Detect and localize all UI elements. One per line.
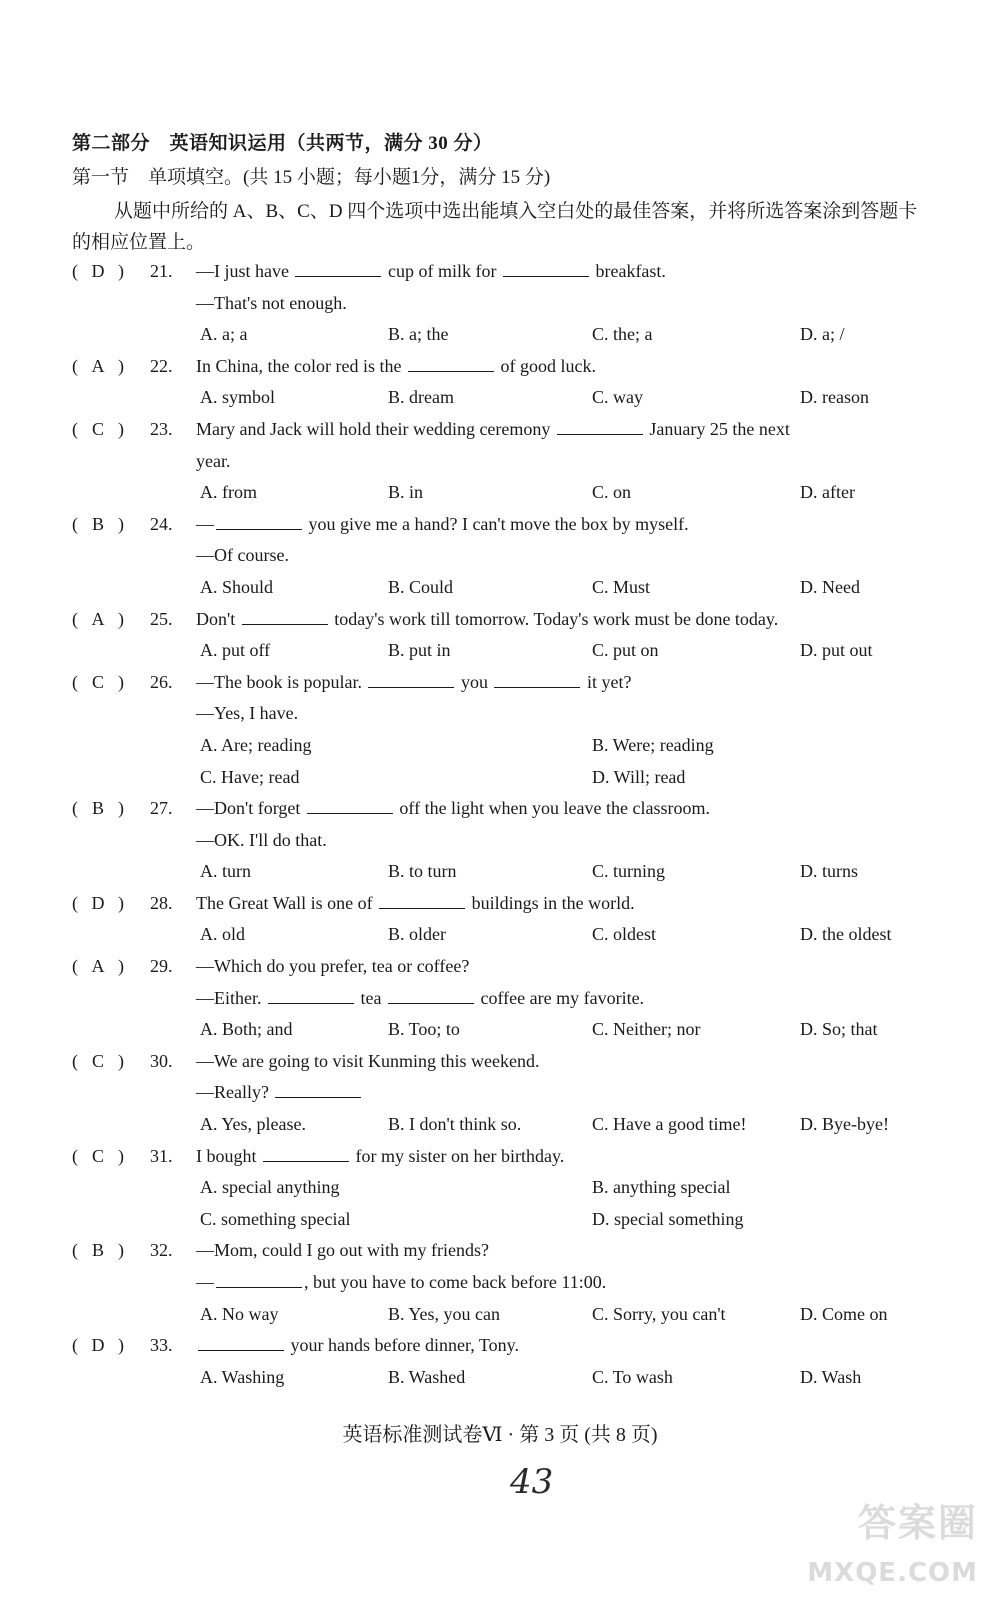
- question-item: [72, 509, 932, 604]
- watermark-logo: [808, 1492, 978, 1588]
- question-line-continued: [72, 540, 932, 572]
- answer-bracket: [72, 256, 148, 288]
- question-line: [72, 351, 932, 383]
- answer-bracket: [72, 351, 148, 383]
- question-line: [72, 1235, 932, 1267]
- question-number: 31.: [150, 1145, 173, 1166]
- question-item: [72, 793, 932, 888]
- page-footer: 英语标准测试卷Ⅵ · 第 3 页 (共 8 页): [342, 1424, 658, 1446]
- stem-text: January 25 the next: [644, 418, 790, 439]
- answer-blank: [557, 416, 643, 435]
- question-stem: [196, 1046, 540, 1078]
- bracket-open: (: [72, 892, 78, 913]
- question-continuation: [196, 1077, 363, 1109]
- bracket-close: ): [118, 1145, 124, 1166]
- option-d: D. Need: [800, 576, 860, 597]
- question-stem: [196, 509, 689, 541]
- answer-letter: C: [91, 1050, 104, 1071]
- question-item: [72, 351, 932, 414]
- bracket-open: (: [72, 355, 78, 376]
- answer-bracket: [72, 604, 148, 636]
- question-item: [72, 667, 932, 793]
- answer-letter: A: [91, 355, 105, 376]
- question-stem: [196, 351, 596, 383]
- answer-bracket: [72, 509, 148, 541]
- answer-bracket: [72, 414, 148, 446]
- option-b: B. Too; to: [388, 1019, 460, 1040]
- answer-bracket: [72, 793, 148, 825]
- option-a: A. old: [200, 924, 245, 945]
- bracket-open: (: [72, 671, 78, 692]
- question-stem: [196, 256, 666, 288]
- option-d: D. special something: [592, 1208, 744, 1229]
- option-a: A. special anything: [200, 1177, 340, 1198]
- question-stem: [196, 1330, 519, 1362]
- option-c: C. Sorry, you can't: [592, 1303, 726, 1324]
- answer-letter: C: [91, 1145, 104, 1166]
- option-d: D. the oldest: [800, 924, 892, 945]
- question-stem: [196, 667, 631, 699]
- stem-text: tea: [356, 987, 386, 1008]
- option-d: D. put out: [800, 640, 873, 661]
- question-line-continued: [72, 1267, 932, 1299]
- options-row: [72, 635, 932, 667]
- bracket-close: ): [118, 956, 124, 977]
- stem-text: your hands before dinner, Tony.: [286, 1335, 519, 1356]
- question-line-continued: [72, 288, 932, 320]
- question-number: 27.: [150, 798, 173, 819]
- option-c: C. Must: [592, 576, 651, 597]
- question-number: 33.: [150, 1335, 173, 1356]
- answer-blank: [379, 890, 465, 909]
- options-row: [72, 382, 932, 414]
- stem-text: today's work till tomorrow. Today's work must be done today.: [329, 608, 779, 629]
- option-d: D. Come on: [800, 1303, 888, 1324]
- bracket-close: ): [118, 671, 124, 692]
- stem-text: The Great Wall is one of: [196, 892, 378, 913]
- question-list: [72, 256, 932, 1393]
- stem-text: breakfast.: [590, 261, 666, 281]
- question-line: [72, 1141, 932, 1173]
- question-line: [72, 1330, 932, 1362]
- stem-text: —Really?: [196, 1082, 274, 1103]
- stem-text: —I just have: [196, 261, 294, 281]
- option-b: B. Yes, you can: [388, 1303, 501, 1324]
- question-number: 24.: [150, 513, 173, 534]
- answer-bracket: [72, 1330, 148, 1362]
- option-c: C. Have; read: [200, 766, 300, 787]
- option-c: C. Neither; nor: [592, 1019, 701, 1040]
- stem-text: —Either.: [196, 987, 266, 1008]
- bracket-close: ): [118, 1335, 124, 1356]
- bracket-close: ): [118, 513, 124, 534]
- answer-letter: C: [91, 671, 104, 692]
- answer-blank: [388, 985, 474, 1004]
- option-d: D. Bye-bye!: [800, 1114, 889, 1135]
- stem-text: —Mom, could I go out with my friends?: [196, 1240, 489, 1261]
- question-stem: [196, 888, 635, 920]
- question-item: [72, 888, 932, 951]
- option-a: A. Both; and: [200, 1019, 293, 1040]
- bracket-close: ): [118, 355, 124, 376]
- question-number: 23.: [150, 418, 173, 439]
- answer-bracket: [72, 1046, 148, 1078]
- question-line: [72, 414, 932, 446]
- stem-text: off the light when you leave the classroom.: [394, 798, 710, 819]
- option-c: C. on: [592, 482, 632, 503]
- bracket-close: ): [118, 608, 124, 629]
- bracket-close: ): [118, 798, 124, 819]
- answer-bracket: [72, 951, 148, 983]
- question-line: [72, 793, 932, 825]
- question-stem: [196, 604, 778, 636]
- question-number: 28.: [150, 892, 173, 913]
- option-b: B. put in: [388, 640, 451, 661]
- option-a: A. put off: [200, 640, 271, 661]
- options-row: [72, 1204, 932, 1236]
- answer-blank: [268, 985, 354, 1004]
- options-row: [72, 1362, 932, 1394]
- option-d: D. Will; read: [592, 766, 686, 787]
- option-b: B. Could: [388, 576, 454, 597]
- question-item: [72, 1235, 932, 1330]
- option-b: B. to turn: [388, 861, 457, 882]
- bracket-open: (: [72, 261, 78, 281]
- option-d: D. So; that: [800, 1019, 878, 1040]
- question-continuation: year.: [196, 450, 231, 471]
- question-line: [72, 888, 932, 920]
- question-item: [72, 1330, 932, 1393]
- stem-text: —Which do you prefer, tea or coffee?: [196, 956, 470, 977]
- option-b: B. Washed: [388, 1366, 466, 1387]
- answer-bracket: [72, 1235, 148, 1267]
- stem-text: you give me a hand? I can't move the box by myself.: [304, 513, 689, 534]
- option-a: A. Washing: [200, 1366, 285, 1387]
- question-line: [72, 1046, 932, 1078]
- option-d: D. turns: [800, 861, 858, 882]
- option-d: D. reason: [800, 387, 869, 408]
- stem-text: —Don't forget: [196, 798, 305, 819]
- stem-text: for my sister on her birthday.: [351, 1145, 565, 1166]
- question-item: [72, 604, 932, 667]
- question-number: 22.: [150, 355, 173, 376]
- part-title: 第二部分 英语知识运用（共两节，满分 30 分）: [72, 133, 493, 154]
- answer-blank: [198, 1332, 284, 1351]
- question-continuation: [196, 1267, 606, 1299]
- option-d: D. Wash: [800, 1366, 862, 1387]
- question-continuation: —That's not enough.: [196, 292, 347, 313]
- option-b: B. a; the: [388, 324, 449, 345]
- question-stem: [196, 951, 469, 983]
- answer-letter: D: [91, 892, 105, 913]
- bracket-close: ): [118, 418, 124, 439]
- answer-blank: [263, 1143, 349, 1162]
- answer-letter: A: [91, 956, 105, 977]
- bracket-open: (: [72, 798, 78, 819]
- answer-letter: B: [91, 798, 104, 819]
- question-continuation: [196, 983, 644, 1015]
- question-number: 29.: [150, 956, 173, 977]
- stem-text: Mary and Jack will hold their wedding ceremony: [196, 418, 555, 439]
- bracket-open: (: [72, 1240, 78, 1261]
- question-line: [72, 604, 932, 636]
- question-line: [72, 256, 932, 288]
- options-row: [72, 1172, 932, 1204]
- option-a: A. a; a: [200, 324, 248, 345]
- option-d: D. after: [800, 482, 855, 503]
- question-stem: [196, 793, 710, 825]
- question-line-continued: [72, 825, 932, 857]
- answer-letter: A: [91, 608, 105, 629]
- bracket-open: (: [72, 608, 78, 629]
- question-line: [72, 667, 932, 699]
- bracket-close: ): [118, 1240, 124, 1261]
- option-a: A. from: [200, 482, 257, 503]
- answer-blank: [275, 1079, 361, 1098]
- answer-blank: [242, 606, 328, 625]
- option-d: D. a; /: [800, 324, 845, 345]
- question-line: [72, 509, 932, 541]
- options-row: [72, 1299, 932, 1331]
- stem-text: it yet?: [582, 671, 632, 692]
- answer-blank: [216, 511, 302, 530]
- options-row: [72, 919, 932, 951]
- answer-letter: B: [91, 513, 104, 534]
- question-continuation: —OK. I'll do that.: [196, 829, 327, 850]
- answer-bracket: [72, 888, 148, 920]
- options-row: [72, 572, 932, 604]
- options-row: [72, 1014, 932, 1046]
- option-c: C. turning: [592, 861, 666, 882]
- options-row: [72, 1109, 932, 1141]
- bracket-open: (: [72, 956, 78, 977]
- bracket-close: ): [118, 261, 124, 281]
- question-line-continued: [72, 1077, 932, 1109]
- question-item: [72, 256, 932, 351]
- question-stem: [196, 1235, 489, 1267]
- option-a: A. Yes, please.: [200, 1114, 306, 1135]
- option-a: A. Are; reading: [200, 734, 312, 755]
- stem-text: cup of milk for: [383, 261, 501, 281]
- question-stem: [196, 1141, 564, 1173]
- question-item: [72, 1046, 932, 1141]
- answer-blank: [216, 1269, 302, 1288]
- stem-text: , but you have to come back before 11:00.: [304, 1272, 607, 1292]
- answer-blank: [494, 669, 580, 688]
- stem-text: you: [456, 671, 493, 692]
- option-c: C. Have a good time!: [592, 1114, 747, 1135]
- question-number: 30.: [150, 1050, 173, 1071]
- option-a: A. symbol: [200, 387, 276, 408]
- question-continuation: —Of course.: [196, 545, 289, 566]
- stem-text: —: [196, 1272, 214, 1292]
- options-row: [72, 762, 932, 794]
- option-b: B. anything special: [592, 1177, 731, 1198]
- section-title: 第一节 单项填空。(共 15 小题；每小题1分，满分 15 分): [72, 167, 551, 188]
- bracket-open: (: [72, 418, 78, 439]
- question-item: [72, 951, 932, 1046]
- question-item: [72, 414, 932, 509]
- answer-letter: C: [91, 418, 104, 439]
- option-c: C. oldest: [592, 924, 657, 945]
- answer-blank: [307, 795, 393, 814]
- option-c: C. the; a: [592, 324, 653, 345]
- answer-blank: [503, 258, 589, 277]
- stem-text: —We are going to visit Kunming this weekend.: [196, 1050, 540, 1071]
- option-b: B. dream: [388, 387, 454, 408]
- stem-text: buildings in the world.: [467, 892, 635, 913]
- bracket-open: (: [72, 513, 78, 534]
- question-item: [72, 1141, 932, 1236]
- answer-bracket: [72, 1141, 148, 1173]
- stem-text: In China, the color red is the: [196, 355, 406, 376]
- option-c: C. way: [592, 387, 643, 408]
- options-row: [72, 477, 932, 509]
- options-row: [72, 856, 932, 888]
- option-b: B. I don't think so.: [388, 1114, 522, 1135]
- option-b: B. in: [388, 482, 424, 503]
- bracket-open: (: [72, 1145, 78, 1166]
- answer-letter: D: [91, 1335, 105, 1356]
- option-b: B. Were; reading: [592, 734, 714, 755]
- handwritten-page-number: 43: [510, 1462, 554, 1502]
- options-row: [72, 319, 932, 351]
- answer-blank: [295, 258, 381, 277]
- question-number: 21.: [150, 261, 173, 281]
- question-number: 26.: [150, 671, 173, 692]
- answer-bracket: [72, 667, 148, 699]
- question-number: 32.: [150, 1240, 173, 1261]
- instructions: 从题中所给的 A、B、C、D 四个选项中选出能填入空白处的最佳答案，并将所选答案涂到答题卡的相应位置上。: [72, 201, 918, 253]
- bracket-open: (: [72, 1335, 78, 1356]
- stem-text: I bought: [196, 1145, 261, 1166]
- question-line-continued: [72, 446, 932, 478]
- stem-text: coffee are my favorite.: [475, 987, 645, 1008]
- answer-letter: D: [91, 261, 105, 281]
- watermark-text-en: MXQE.COM: [807, 1558, 978, 1588]
- options-row: [72, 730, 932, 762]
- watermark-text-cn: 答案圈: [857, 1501, 978, 1545]
- answer-blank: [368, 669, 454, 688]
- stem-text: —The book is popular.: [196, 671, 367, 692]
- option-c: C. To wash: [592, 1366, 673, 1387]
- bracket-close: ): [118, 1050, 124, 1071]
- option-a: A. No way: [200, 1303, 279, 1324]
- question-continuation: —Yes, I have.: [196, 703, 299, 724]
- question-line-continued: [72, 983, 932, 1015]
- question-number: 25.: [150, 608, 173, 629]
- question-stem: [196, 414, 790, 446]
- bracket-close: ): [118, 892, 124, 913]
- question-line: [72, 951, 932, 983]
- stem-text: —: [196, 513, 214, 534]
- stem-text: of good luck.: [495, 355, 596, 376]
- answer-letter: B: [91, 1240, 104, 1261]
- option-c: C. something special: [200, 1208, 351, 1229]
- option-a: A. turn: [200, 861, 251, 882]
- option-a: A. Should: [200, 576, 274, 597]
- option-c: C. put on: [592, 640, 659, 661]
- stem-text: Don't: [196, 608, 240, 629]
- question-line-continued: [72, 698, 932, 730]
- bracket-open: (: [72, 1050, 78, 1071]
- answer-blank: [408, 353, 494, 372]
- option-b: B. older: [388, 924, 446, 945]
